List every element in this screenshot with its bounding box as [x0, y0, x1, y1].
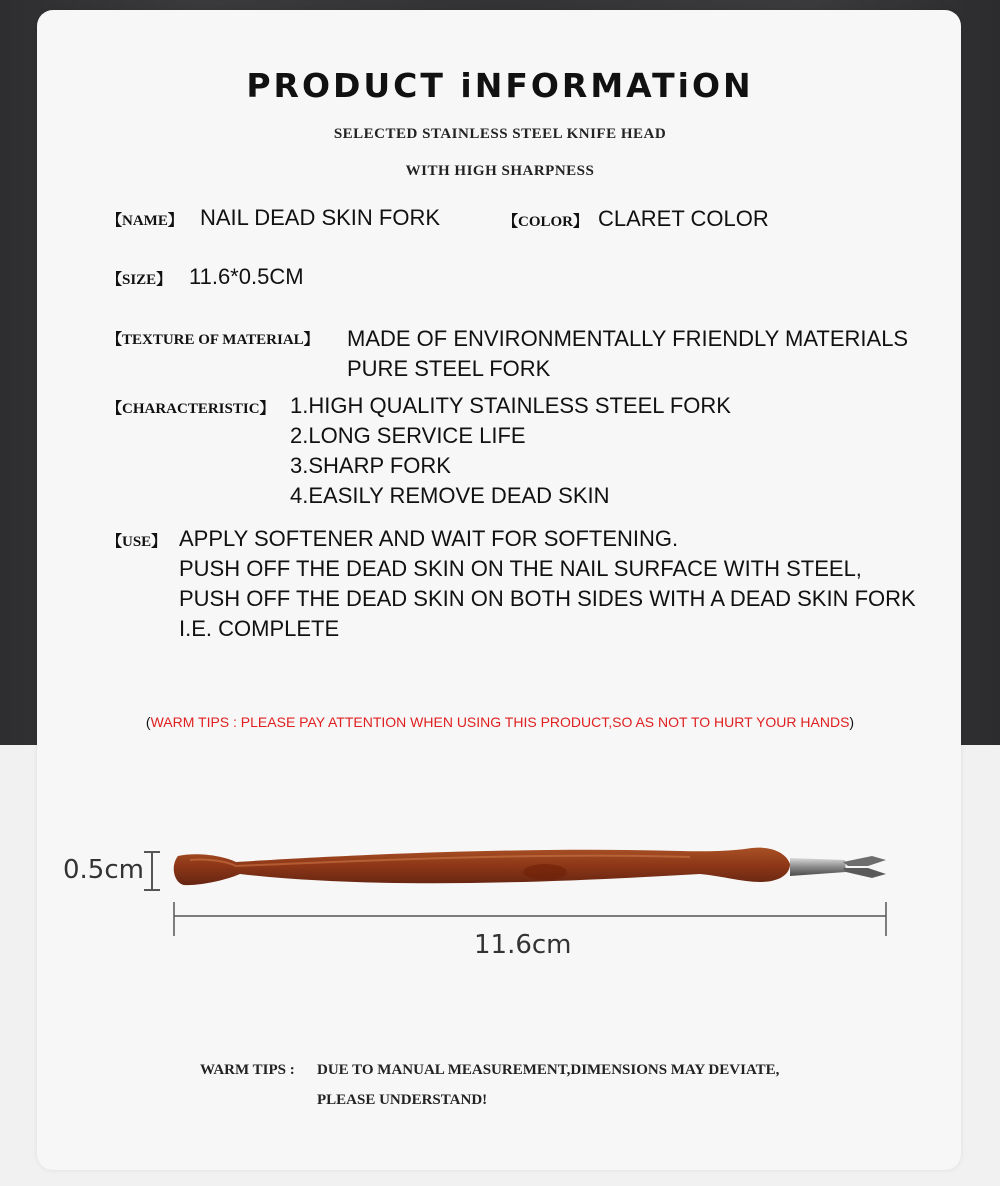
texture-line: MADE OF ENVIRONMENTALLY FRIENDLY MATERIALS [347, 326, 909, 351]
warning-note [0, 714, 1000, 730]
characteristic-line: 1.HIGH QUALITY STAINLESS STEEL FORK [290, 393, 731, 418]
use-line: APPLY SOFTENER AND WAIT FOR SOFTENING. [179, 526, 679, 551]
name-label: 【NAME】 [107, 213, 183, 229]
size-value: 11.6*0.5CM [189, 264, 304, 289]
warning-open-paren: ( [145, 714, 151, 730]
subtitle-line-2: WITH HIGH SHARPNESS [405, 163, 595, 179]
nail-fork-illustration [0, 830, 1000, 940]
name-value: NAIL DEAD SKIN FORK [200, 205, 441, 230]
width-marker [144, 852, 160, 890]
warning-close-paren: ) [849, 714, 855, 730]
steel-fork-head [790, 856, 886, 878]
texture-line: PURE STEEL FORK [347, 356, 551, 381]
characteristic-line: 4.EASILY REMOVE DEAD SKIN [290, 483, 610, 508]
color-label: 【COLOR】 [503, 214, 589, 230]
use-line: PUSH OFF THE DEAD SKIN ON THE NAIL SURFACE WITH STEEL, [179, 556, 862, 581]
subtitle-line-1: SELECTED STAINLESS STEEL KNIFE HEAD [333, 126, 667, 142]
width-measurement: 0.5cm [63, 855, 144, 885]
use-line: PUSH OFF THE DEAD SKIN ON BOTH SIDES WITH A DEAD SKIN FORK [179, 586, 916, 611]
use-line: I.E. COMPLETE [179, 616, 340, 641]
use-label: 【USE】 [107, 534, 167, 550]
length-measurement: 11.6cm [474, 930, 572, 960]
warm-tips-line-1: DUE TO MANUAL MEASUREMENT,DIMENSIONS MAY DEVIATE, [317, 1062, 780, 1078]
size-label: 【SIZE】 [107, 272, 172, 288]
color-value: CLARET COLOR [598, 206, 769, 231]
page-title: PRODUCT iNFORMATiON [246, 66, 754, 105]
characteristic-line: 3.SHARP FORK [290, 453, 451, 478]
texture-label: 【TEXTURE OF MATERIAL】 [107, 332, 319, 348]
warm-tips-label: WARM TIPS : [200, 1062, 295, 1078]
warning-text: WARM TIPS : PLEASE PAY ATTENTION WHEN USING THIS PRODUCT,SO AS NOT TO HURT YOUR HANDS [150, 714, 850, 730]
fork-handle [174, 848, 790, 885]
characteristic-line: 2.LONG SERVICE LIFE [290, 423, 526, 448]
warm-tips-line-2: PLEASE UNDERSTAND! [317, 1092, 488, 1108]
characteristic-label: 【CHARACTERISTIC】 [107, 401, 275, 417]
